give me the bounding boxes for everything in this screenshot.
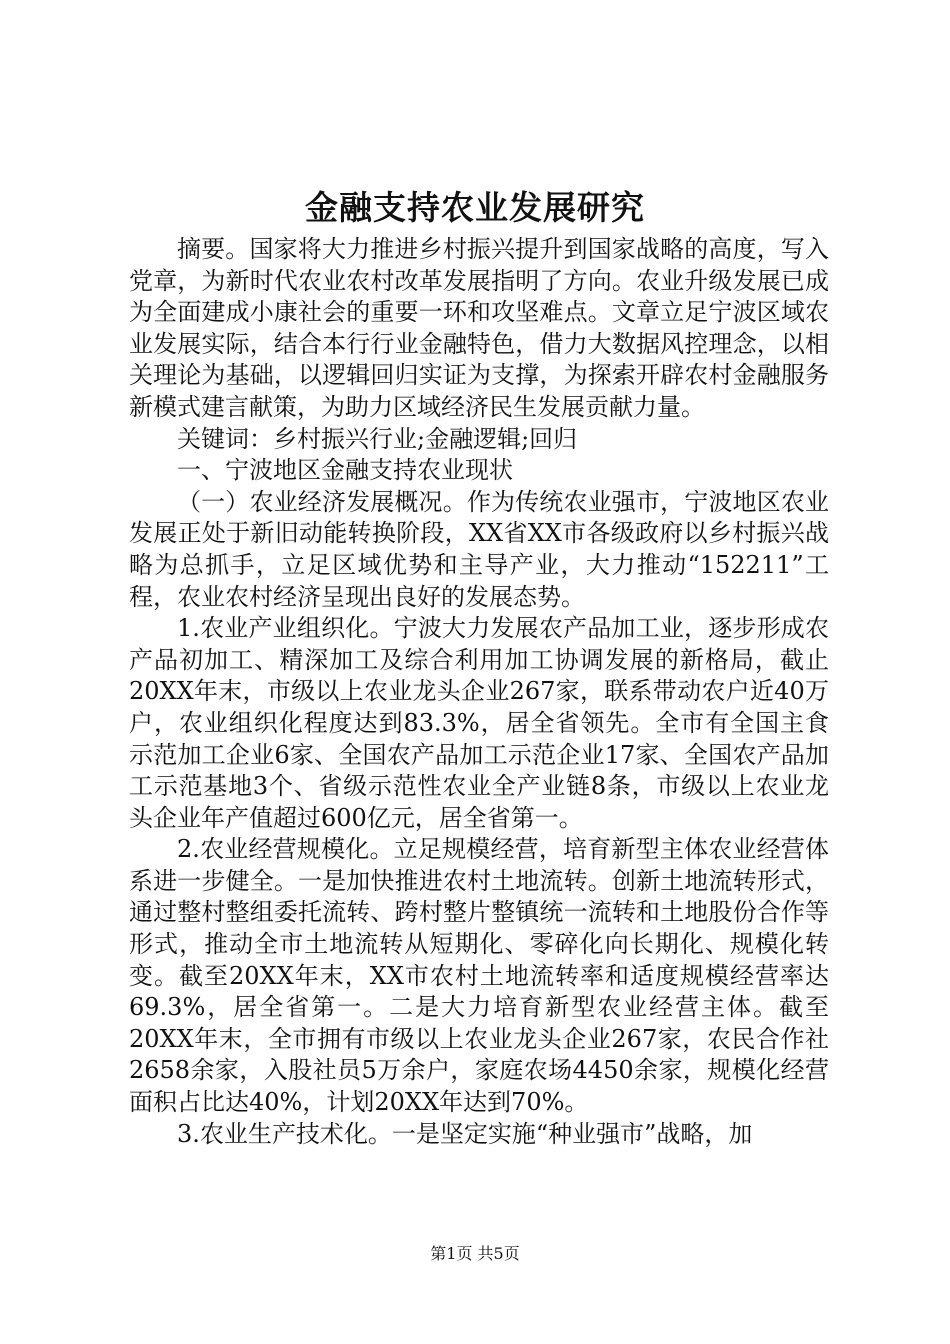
- body-paragraph: 1.农业产业组织化。宁波大力发展农产品加工业，逐步形成农产品初加工、精深加工及综合利用加工协调发展的新格局，截止20XX年末，市级以上农业龙头企业267家，联系带动农户近40万户，农业组织化程度达到83.3%，居全省领先。全市有全国主食示范加工企业6家、全国农产品加工示范企业17家、全国农产品加工示范基地3个、省级示范性农业全产业链8条，市级以上农业龙头企业年产值超过600亿元，居全省第一。: [129, 614, 829, 832]
- abstract-paragraph: 摘要。国家将大力推进乡村振兴提升到国家战略的高度，写入党章，为新时代农业农村改革发展指明了方向。农业升级发展已成为全面建成小康社会的重要一环和攻坚难点。文章立足宁波区域农业发展实际，结合本行行业金融特色，借力大数据风控理念，以相关理论为基础，以逻辑回归实证为支撑，为探索开辟农村金融服务新模式建言献策，为助力区域经济民生发展贡献力量。: [129, 235, 829, 421]
- body-paragraph: 3.农业生产技术化。一是坚定实施“种业强市”战略，加: [177, 1119, 753, 1148]
- document-title: 金融支持农业发展研究: [305, 188, 645, 227]
- page-footer: 第1页 共5页: [430, 1244, 520, 1263]
- subsection-paragraph: （一）农业经济发展概况。作为传统农业强市，宁波地区农业发展正处于新旧动能转换阶段，XX省XX市各级政府以乡村振兴战略为总抓手，立足区域优势和主导产业，大力推动“152211”工程，农业农村经济呈现出良好的发展态势。: [129, 487, 829, 611]
- document-body: [129, 234, 829, 1150]
- body-paragraph: 2.农业经营规模化。立足规模经营，培育新型主体农业经营体系进一步健全。一是加快推进农村土地流转。创新土地流转形式，通过整村整组委托流转、跨村整片整镇统一流转和土地股份合作等形式，推动全市土地流转从短期化、零碎化向长期化、规模化转变。截至20XX年末，XX市农村土地流转率和适度规模经营率达69.3%，居全省第一。二是大力培育新型农业经营主体。截至20XX年末，全市拥有市级以上农业龙头企业267家，农民合作社2658余家，入股社员5万余户，家庭农场4450余家，规模化经营面积占比达40%，计划20XX年达到70%。: [129, 835, 829, 1117]
- section-heading: 一、宁波地区金融支持农业现状: [177, 456, 513, 485]
- keywords-paragraph: 关键词：乡村振兴行业;金融逻辑;回归: [177, 424, 578, 453]
